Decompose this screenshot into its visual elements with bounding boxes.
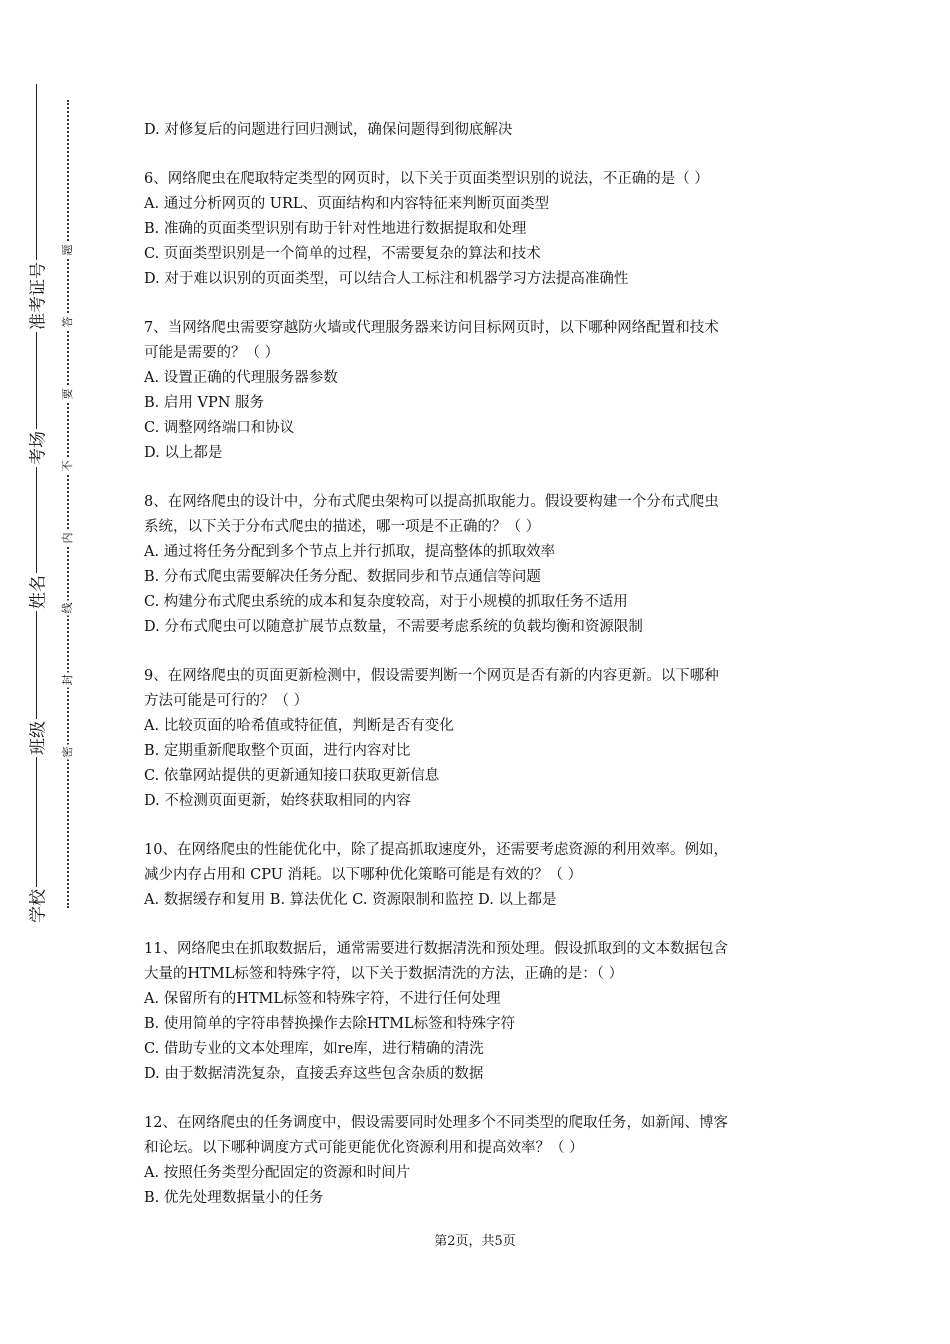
question-stem: 大量的HTML标签和特殊字符，以下关于数据清洗的方法，正确的是：（ ） [144, 966, 624, 982]
question-stem: 6、网络爬虫在爬取特定类型的网页时，以下关于页面类型识别的说法，不正确的是（ ） [144, 171, 709, 187]
option-line: B. 准确的页面类型识别有助于针对性地进行数据提取和处理 [144, 221, 527, 237]
option-line: C. 页面类型识别是一个简单的过程，不需要复杂的算法和技术 [144, 246, 541, 262]
question-stem: 9、在网络爬虫的页面更新检测中，假设需要判断一个网页是否有新的内容更新。以下哪种 [144, 668, 719, 684]
option-line: A. 保留所有的HTML标签和特殊字符，不进行任何处理 [144, 991, 501, 1007]
binding-dotted-line [67, 100, 69, 908]
exam-content [144, 118, 814, 1211]
field-exam-room: 考场 [24, 429, 49, 467]
question-stem: 和论坛。以下哪种调度方式可能更能优化资源利用和提高效率？（ ） [144, 1140, 584, 1156]
option-line: C. 调整网络端口和协议 [144, 420, 295, 436]
question-stem: 方法可能是可行的？（ ） [144, 693, 309, 709]
option-line: A. 设置正确的代理服务器参数 [144, 370, 338, 386]
seal-char: 内 [61, 532, 74, 544]
field-name: 姓名 [24, 573, 49, 611]
question-10 [144, 838, 814, 913]
question-8 [144, 490, 814, 640]
option-line: C. 依靠网站提供的更新通知接口获取更新信息 [144, 768, 440, 784]
question-stem: 减少内存占用和 CPU 消耗。以下哪种优化策略可能是有效的？（ ） [144, 867, 583, 883]
option-line: C. 构建分布式爬虫系统的成本和复杂度较高，对于小规模的抓取任务不适用 [144, 594, 628, 610]
option-line: D. 分布式爬虫可以随意扩展节点数量，不需要考虑系统的负载均衡和资源限制 [144, 619, 643, 635]
option-line: D. 不检测页面更新，始终获取相同的内容 [144, 793, 411, 809]
question-stem: 系统，以下关于分布式爬虫的描述，哪一项是不正确的？（ ） [144, 519, 541, 535]
option-line: A. 比较页面的哈希值或特征值，判断是否有变化 [144, 718, 454, 734]
seal-char: 密 [61, 746, 74, 758]
option-line: B. 分布式爬虫需要解决任务分配、数据同步和节点通信等问题 [144, 569, 541, 585]
question-12 [144, 1111, 814, 1211]
field-school: 学校 [24, 887, 49, 925]
option-line: B. 启用 VPN 服务 [144, 395, 265, 411]
option-line: B. 定期重新爬取整个页面，进行内容对比 [144, 743, 411, 759]
seal-char: 答 [61, 316, 74, 328]
binding-margin [0, 0, 100, 1344]
question-6 [144, 167, 814, 292]
option-line: A. 通过分析网页的 URL、页面结构和内容特征来判断页面类型 [144, 196, 550, 212]
question-stem: 7、当网络爬虫需要穿越防火墙或代理服务器来访问目标网页时，以下哪种网络配置和技术 [144, 320, 719, 336]
question-11 [144, 937, 814, 1087]
option-line: D. 以上都是 [144, 445, 223, 461]
question-stem: 10、在网络爬虫的性能优化中，除了提高抓取速度外，还需要考虑资源的利用效率。例如， [144, 842, 728, 858]
field-class: 班级 [24, 719, 49, 757]
option-line: B. 使用简单的字符串替换操作去除HTML标签和特殊字符 [144, 1016, 516, 1032]
seal-char: 要 [61, 388, 74, 400]
question-stem: 12、在网络爬虫的任务调度中，假设需要同时处理多个不同类型的爬取任务，如新闻、博客 [144, 1115, 728, 1131]
option-line: B. 优先处理数据量小的任务 [144, 1190, 324, 1206]
question-block [144, 118, 814, 143]
option-line: D. 由于数据清洗复杂，直接丢弃这些包含杂质的数据 [144, 1066, 484, 1082]
seal-char: 题 [61, 244, 74, 256]
option-line: A. 通过将任务分配到多个节点上并行抓取，提高整体的抓取效率 [144, 544, 556, 560]
seal-char: 线 [61, 602, 74, 614]
question-stem: 可能是需要的？（ ） [144, 345, 280, 361]
question-stem: 11、网络爬虫在抓取数据后，通常需要进行数据清洗和预处理。假设抓取到的文本数据包含 [144, 941, 728, 957]
option-line: A. 按照任务类型分配固定的资源和时间片 [144, 1165, 411, 1181]
binding-solid-line [36, 84, 37, 920]
field-exam-number: 准考证号 [24, 260, 49, 332]
seal-char: 不 [61, 460, 74, 472]
option-line: D. 对修复后的问题进行回归测试，确保问题得到彻底解决 [144, 122, 513, 138]
question-9 [144, 664, 814, 814]
option-line: D. 对于难以识别的页面类型，可以结合人工标注和机器学习方法提高准确性 [144, 271, 629, 287]
question-7 [144, 316, 814, 466]
option-line: C. 借助专业的文本处理库，如re库，进行精确的清洗 [144, 1041, 484, 1057]
seal-char: 封 [61, 674, 74, 686]
question-stem: 8、在网络爬虫的设计中，分布式爬虫架构可以提高抓取能力。假设要构建一个分布式爬虫 [144, 494, 719, 510]
page-number: 第2页，共5页 [434, 1234, 516, 1249]
option-line: A. 数据缓存和复用 B. 算法优化 C. 资源限制和监控 D. 以上都是 [144, 892, 557, 908]
